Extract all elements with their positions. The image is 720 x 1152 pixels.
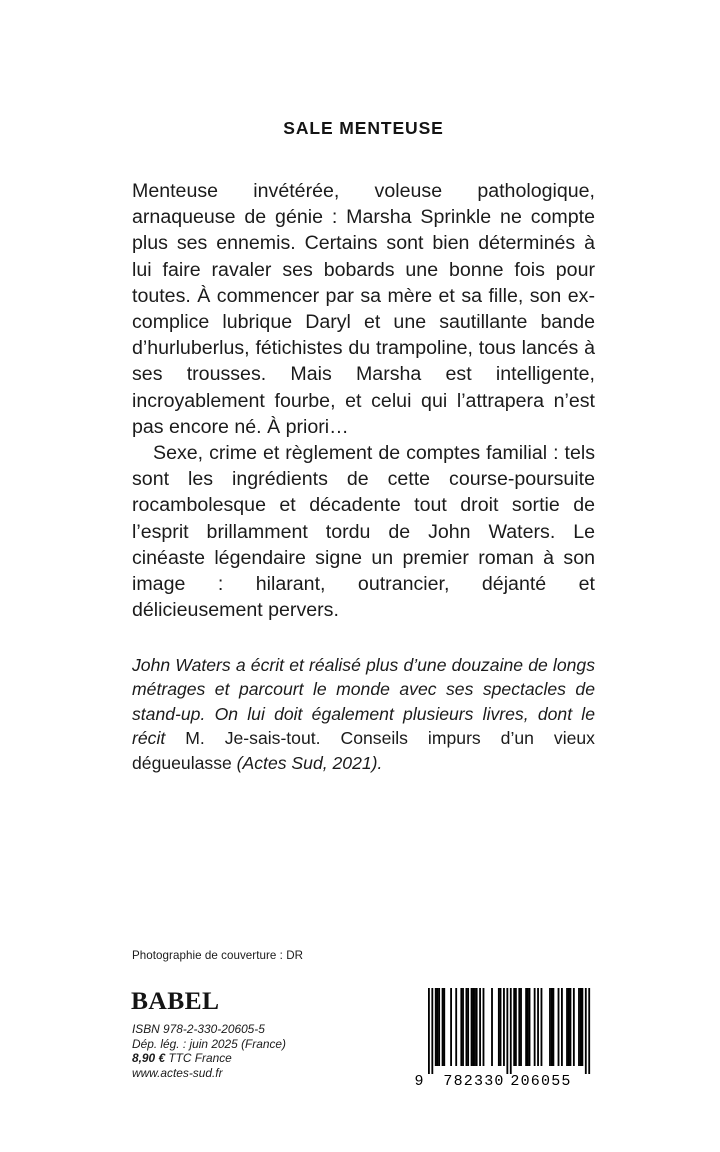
legal-deposit: Dép. lég. : juin 2025 (France) [132,1036,286,1051]
publisher-website: www.actes-sud.fr [132,1065,223,1080]
svg-text:782330: 782330 [443,1073,505,1090]
blurb-text [132,178,595,623]
page-title: SALE MENTEUSE [283,118,444,138]
ean13-barcode [414,988,590,1092]
blurb-paragraph-2: Sexe, crime et règlement de comptes familial : tels sont les ingrédients de cette course-poursuite rocambolesque et décadente tout droit sortie de l’esprit brillamment tordu de John Waters. Le cinéaste légendaire signe un premier roman à son image : hilarant, outrancier, déjanté et délicieusement pervers. [132,442,595,622]
blurb-paragraph-1: Menteuse invétérée, voleuse pathologique, arnaqueuse de génie : Marsha Sprinkle ne compte plus ses ennemis. Certains sont bien déterminés à lui faire ravaler ses bobards une bonne fois pour toutes. À commencer par sa mère et sa fille, son ex-complice lubrique Daryl et une sautillante bande d’hurluberlus, fétichistes du trampoline, tous lancés à ses trousses. Mais Marsha est intelligente, incroyablement fourbe, et celui qui l’attrapera n’est pas encore né. À priori… [132,180,595,438]
author-bio-part-2: (Actes Sud, 2021). [231,752,383,773]
isbn-block [132,1022,286,1080]
price-line [132,1051,286,1066]
author-bio [132,653,595,775]
publisher-imprint-logo: BABEL [131,986,220,1015]
isbn-number: ISBN 978-2-330-20605-5 [132,1022,265,1036]
barcode-svg [414,988,590,1092]
svg-text:9: 9 [414,1073,424,1090]
author-bio-work-title: M. Je-sais-tout. Conseils impurs d’un vieux dégueulasse [132,728,595,773]
author-bio-part-1: John Waters a écrit et réalisé plus d’une douzaine de longs métrages et parcourt le monde avec ses spectacles de stand-up. On lui doit également plusieurs livres, dont le récit [132,655,595,749]
svg-text:206055: 206055 [510,1073,572,1090]
price-suffix: TTC France [165,1051,232,1066]
price-value: 8,90 € [132,1051,166,1066]
author-bio-paragraph [132,653,595,775]
cover-photo-credit: Photographie de couverture : DR [132,949,304,962]
